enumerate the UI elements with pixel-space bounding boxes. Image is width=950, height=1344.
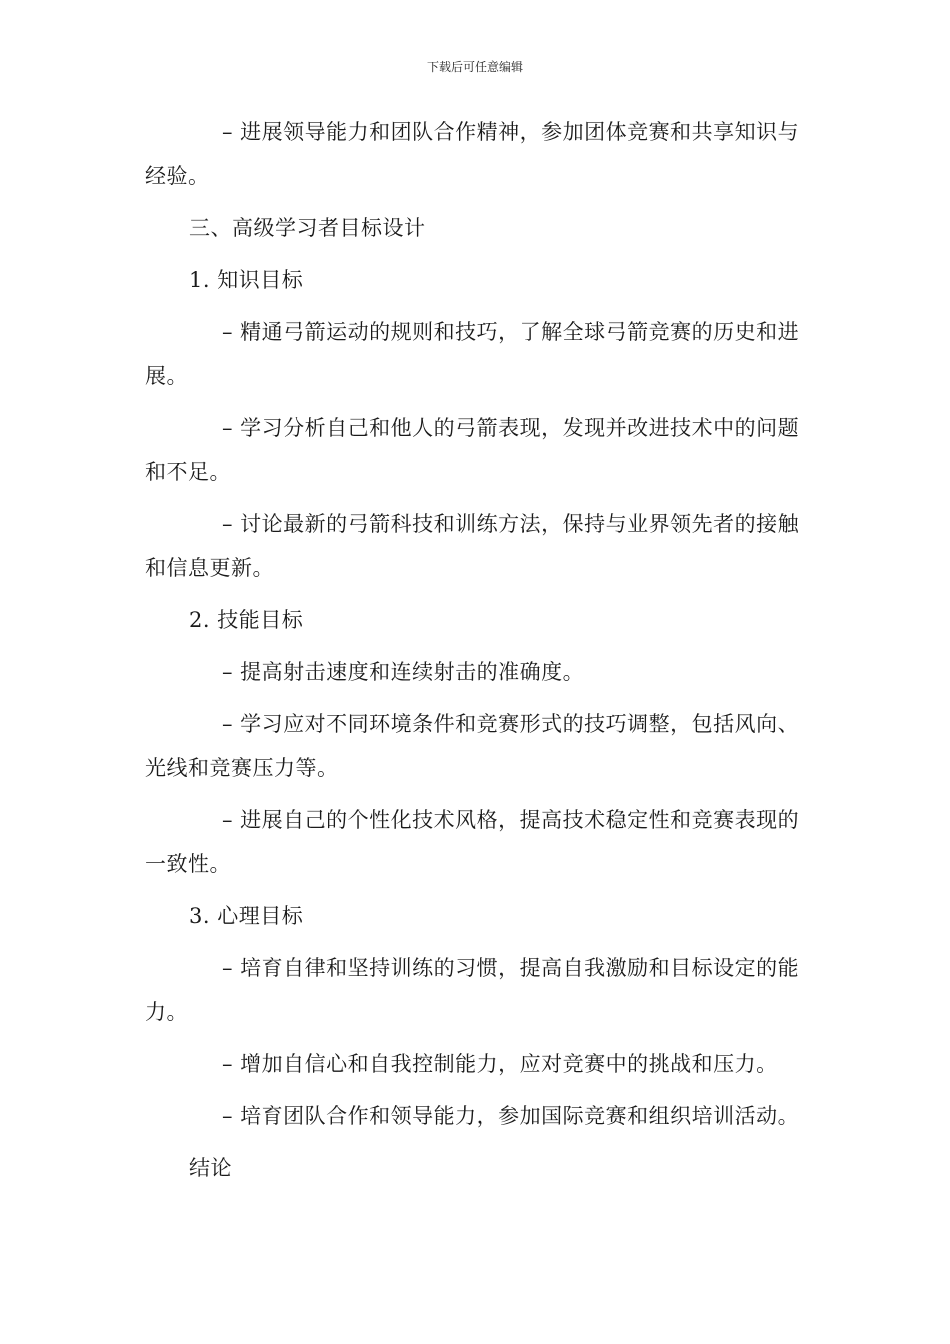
- paragraph-leadership: – 进展领导能力和团队合作精神，参加团体竞赛和共享知识与经验。: [145, 120, 800, 188]
- list-item: – 进展自己的个性化技术风格，提高技术稳定性和竞赛表现的一致性。: [145, 808, 800, 876]
- goal-title-psychology: 3. 心理目标: [189, 904, 304, 928]
- list-item: – 精通弓箭运动的规则和技巧，了解全球弓箭竞赛的历史和进展。: [145, 320, 800, 388]
- goal-title-skills: 2. 技能目标: [189, 608, 304, 632]
- section-title-advanced-learner: 三、高级学习者目标设计: [189, 216, 426, 240]
- list-item: – 提高射击速度和连续射击的准确度。: [222, 660, 585, 684]
- list-item: – 增加自信心和自我控制能力，应对竞赛中的挑战和压力。: [222, 1052, 778, 1076]
- page-header: 下载后可任意编辑: [426, 60, 523, 74]
- document-body: [145, 110, 810, 1198]
- list-item: – 讨论最新的弓箭科技和训练方法，保持与业界领先者的接触和信息更新。: [145, 512, 800, 580]
- list-item: – 培育自律和坚持训练的习惯，提高自我激励和目标设定的能力。: [145, 956, 800, 1024]
- list-item: – 培育团队合作和领导能力，参加国际竞赛和组织培训活动。: [222, 1104, 800, 1128]
- list-item: – 学习分析自己和他人的弓箭表现，发现并改进技术中的问题和不足。: [145, 416, 800, 484]
- goal-title-knowledge: 1. 知识目标: [189, 268, 304, 292]
- conclusion-title: 结论: [189, 1156, 232, 1180]
- list-item: – 学习应对不同环境条件和竞赛形式的技巧调整，包括风向、光线和竞赛压力等。: [145, 712, 800, 780]
